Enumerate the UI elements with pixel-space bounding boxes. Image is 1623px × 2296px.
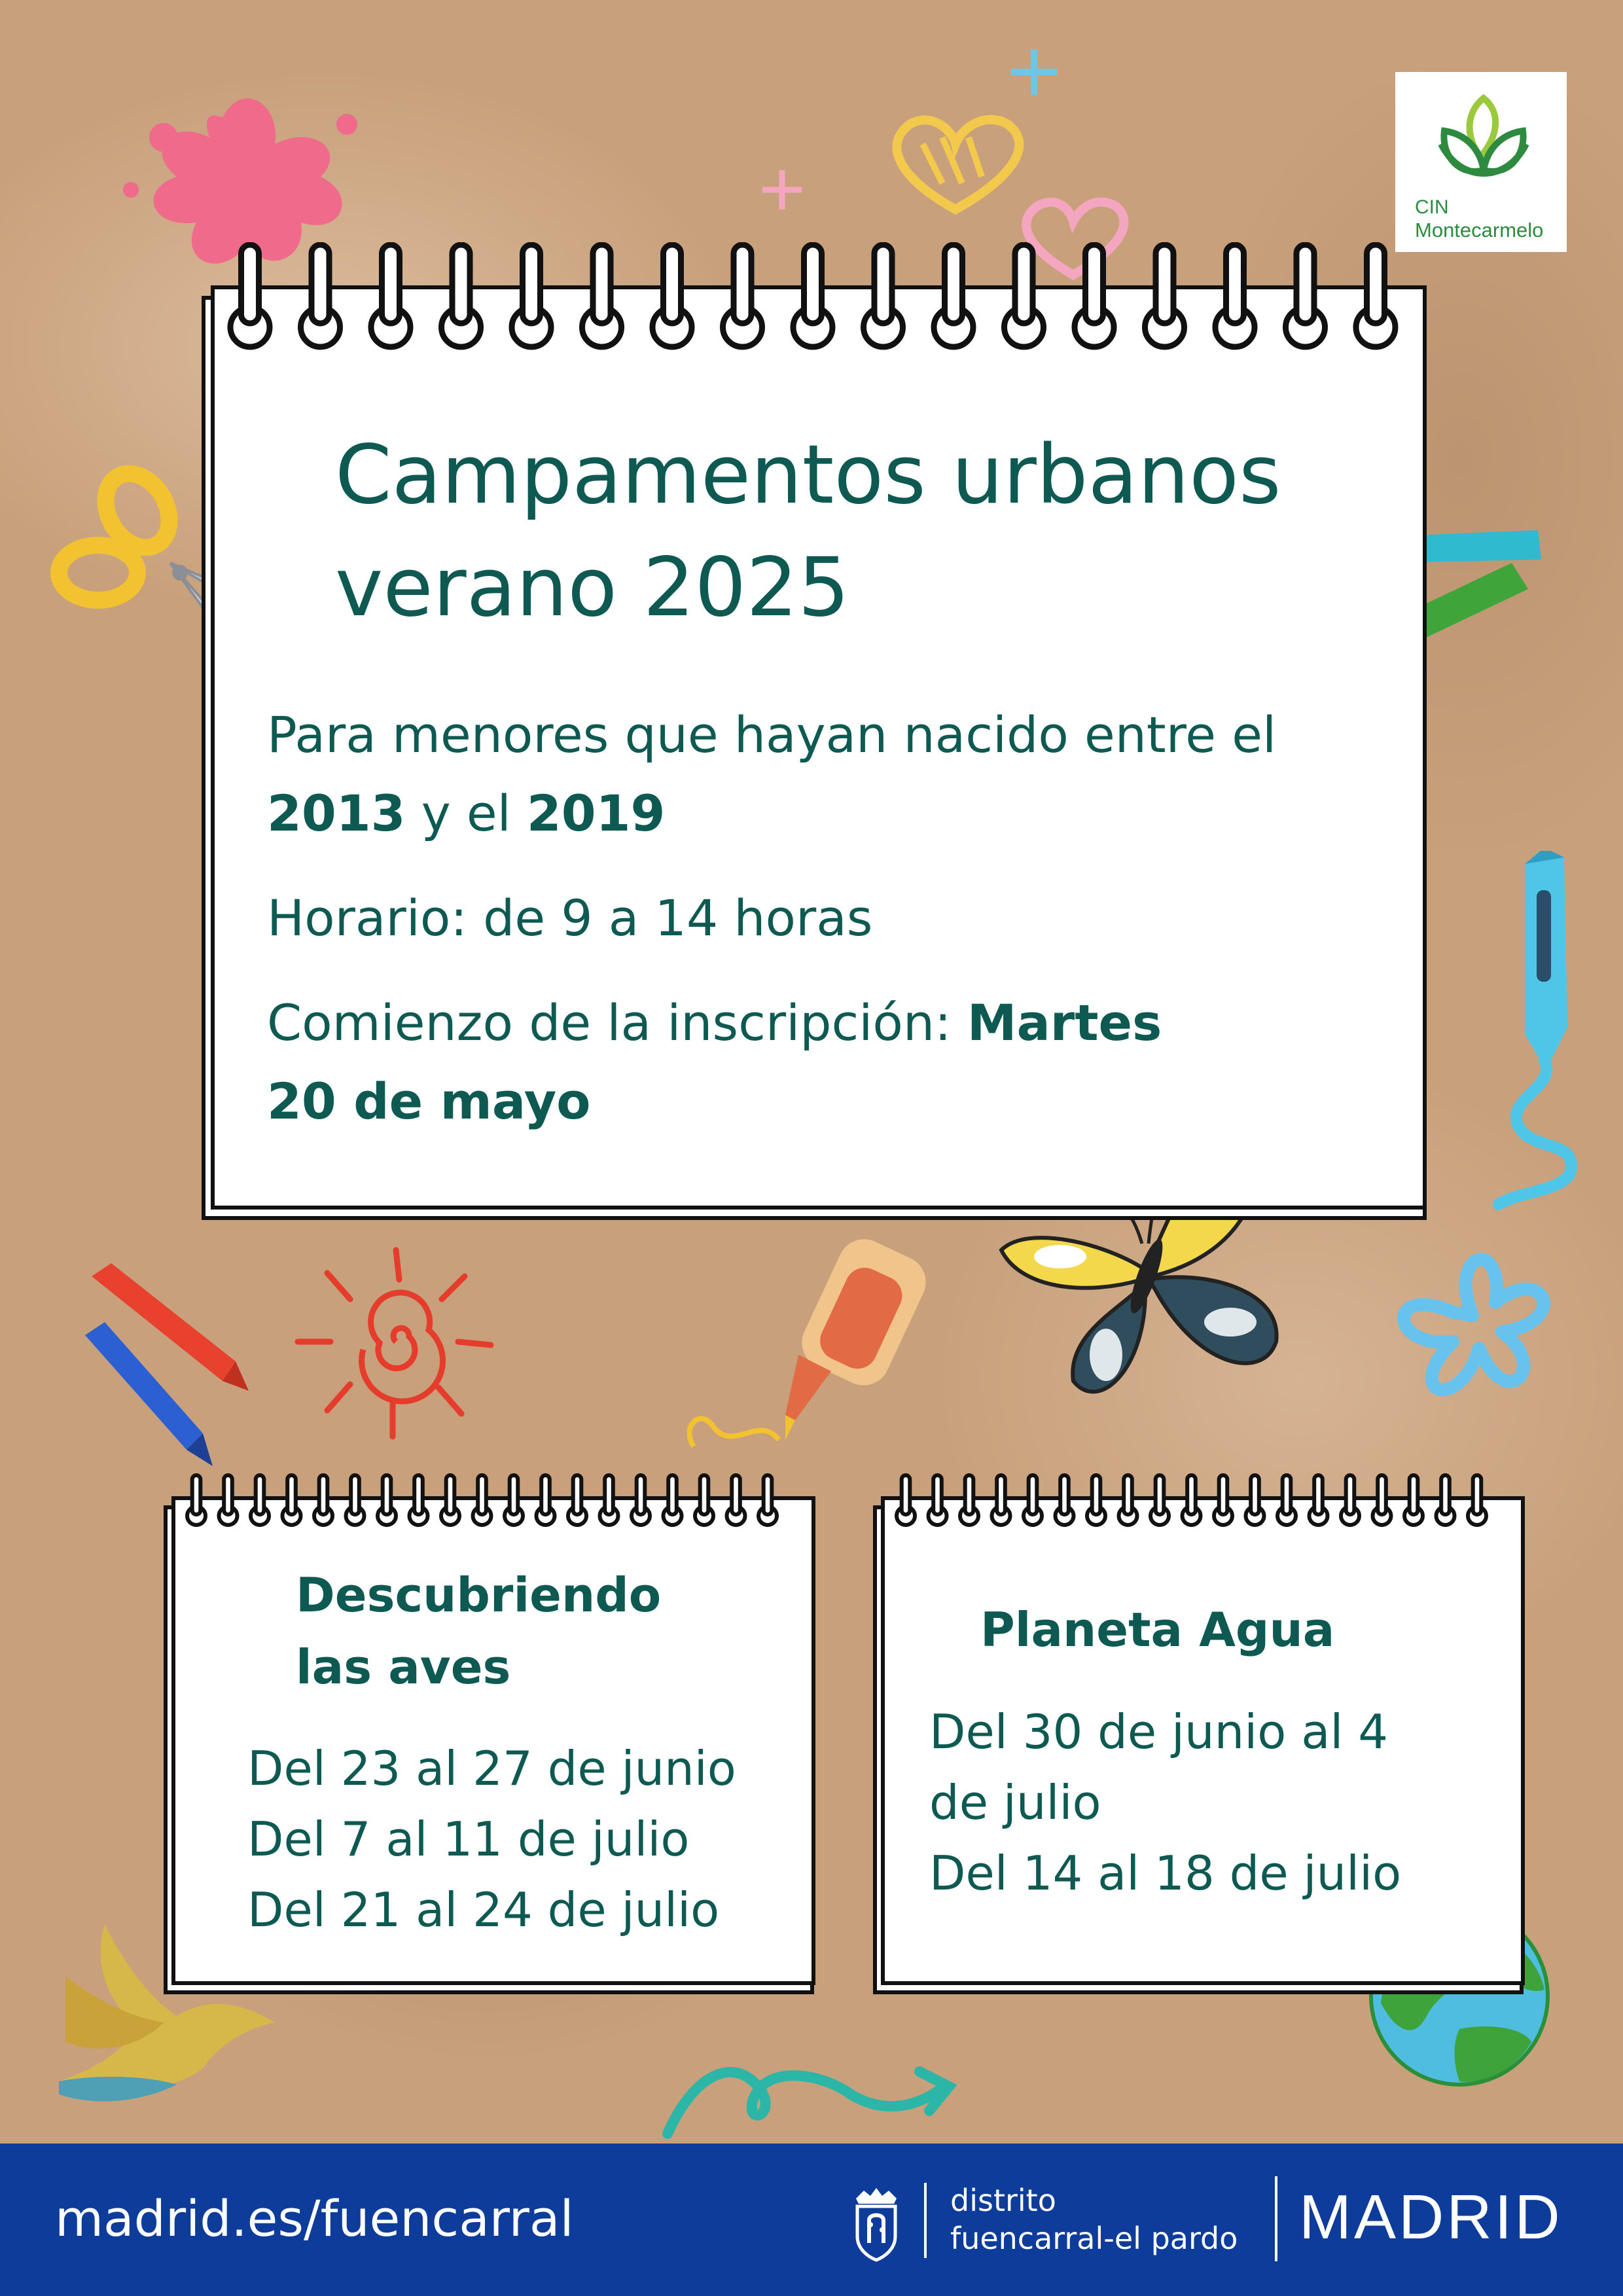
main-notebook-rings — [216, 242, 1420, 360]
notebook-ring — [793, 245, 832, 347]
camp-1-date-1: Del 23 al 27 de junio — [247, 1741, 736, 1796]
notebook-ring — [960, 1475, 978, 1525]
leaf-logo-icon — [1428, 85, 1539, 193]
notebook-ring — [864, 245, 903, 347]
and-text: y el — [421, 784, 511, 842]
notebook-ring — [1404, 1475, 1423, 1525]
title-line-2: verano 2025 — [335, 541, 850, 635]
camp-2-title: Planeta Agua — [980, 1602, 1335, 1657]
notebook-ring — [897, 1475, 915, 1525]
footer-divider-1 — [924, 2183, 927, 2258]
notebook-ring — [505, 1475, 523, 1525]
notebook-ring — [1145, 245, 1185, 347]
camp-1-date-2: Del 7 al 11 de julio — [247, 1812, 690, 1867]
notebook-ring — [652, 245, 692, 347]
sparkle-icon — [1008, 46, 1060, 98]
notebook-ring — [219, 1475, 238, 1525]
year-from: 2013 — [267, 784, 406, 842]
notebook-ring — [1214, 1475, 1232, 1525]
notebook-ring — [1310, 1475, 1328, 1525]
notebook-ring — [992, 1475, 1010, 1525]
notebook-ring — [473, 1475, 491, 1525]
sun-icon — [294, 1244, 497, 1440]
registration-date: 20 de mayo — [267, 1072, 591, 1130]
footer-district-line-1: distrito — [950, 2183, 1056, 2218]
notebook-ring — [1246, 1475, 1264, 1525]
notebook-ring — [1150, 1475, 1169, 1525]
footer-url-link[interactable]: madrid.es/fuencarral — [55, 2189, 574, 2248]
flower-icon — [1374, 1224, 1571, 1420]
notebook-ring — [1075, 245, 1114, 347]
notebook-ring — [929, 1475, 947, 1525]
crayon-icon — [1479, 851, 1610, 1217]
schedule-text: Horario: de 9 a 14 horas — [267, 889, 873, 947]
notebook-ring — [1277, 1475, 1296, 1525]
logo-prefix: CIN — [1415, 196, 1449, 218]
notebook-ring — [442, 245, 481, 347]
notebook-ring — [378, 1475, 396, 1525]
crayon-icon — [79, 1257, 249, 1466]
camp-2-date-3: Del 14 al 18 de julio — [929, 1846, 1402, 1901]
notebook-ring — [1286, 245, 1325, 347]
notebook-ring — [283, 1475, 301, 1525]
notebook-ring — [251, 1475, 269, 1525]
camp-1-date-3: Del 21 al 24 de julio — [247, 1882, 720, 1937]
age-text: Para menores que hayan nacido entre el — [267, 706, 1277, 764]
notebook-ring — [441, 1475, 459, 1525]
logo-montecarmelo — [1395, 72, 1567, 252]
camp-1-title — [296, 1559, 661, 1703]
notebook-ring — [1436, 1475, 1455, 1525]
camp-1-title-line-1: Descubriendo — [296, 1568, 662, 1623]
notebook-ring — [1056, 1475, 1074, 1525]
camp-2-date-1: Del 30 de junio al 4 — [929, 1704, 1389, 1759]
notebook-ring — [410, 1475, 428, 1525]
notebook-ring — [664, 1475, 682, 1525]
notebook-ring — [934, 245, 973, 347]
notebook-ring — [723, 245, 762, 347]
notebook-ring — [301, 245, 340, 347]
age-paragraph — [267, 696, 1412, 853]
notebook-ring — [568, 1475, 586, 1525]
madrid-crest-icon — [851, 2184, 902, 2263]
notebook-ring — [582, 245, 622, 347]
notebook-ring — [346, 1475, 365, 1525]
notebook-ring — [695, 1475, 713, 1525]
sparkle-icon — [759, 167, 805, 213]
notebook-ring — [1183, 1475, 1201, 1525]
notebook-ring — [1373, 1475, 1391, 1525]
registration-day: Martes — [967, 994, 1162, 1052]
notebook-ring — [1005, 245, 1044, 347]
camp-1-title-line-2: las aves — [296, 1640, 511, 1695]
notebook-ring — [187, 1475, 205, 1525]
registration-paragraph — [267, 984, 1412, 1141]
footer-madrid-wordmark: MADRID — [1299, 2182, 1563, 2252]
notebook-ring — [632, 1475, 650, 1525]
notebook-ring — [1341, 1475, 1359, 1525]
footer-divider-2 — [1275, 2176, 1277, 2261]
registration-label: Comienzo de la inscripción: — [267, 994, 952, 1052]
glue-icon — [687, 1230, 936, 1453]
notebook-ring — [371, 245, 410, 347]
arrow-scribble-icon — [654, 2036, 969, 2153]
camp-2-date-2: de julio — [929, 1775, 1101, 1830]
notebook-ring — [512, 245, 551, 347]
notebook-ring — [314, 1475, 332, 1525]
notebook-ring — [600, 1475, 618, 1525]
notebook-ring — [1087, 1475, 1105, 1525]
logo-name: Montecarmelo — [1415, 219, 1544, 242]
notebook-ring — [758, 1475, 777, 1525]
camp-1-rings — [171, 1473, 813, 1532]
notebook-ring — [1356, 245, 1395, 347]
notebook-ring — [230, 245, 270, 347]
notebook-ring — [1119, 1475, 1137, 1525]
year-to: 2019 — [526, 784, 666, 842]
notebook-ring — [727, 1475, 745, 1525]
notebook-ring — [1024, 1475, 1042, 1525]
notebook-ring — [1468, 1475, 1486, 1525]
notebook-ring — [1215, 245, 1255, 347]
camp-2-rings — [881, 1473, 1522, 1532]
title-line-1: Campamentos urbanos — [335, 428, 1281, 522]
footer-district — [950, 2181, 1238, 2257]
page-title — [335, 419, 1395, 644]
footer-bar — [0, 2144, 1623, 2296]
footer-district-line-2: fuencarral-el pardo — [950, 2221, 1238, 2256]
notebook-ring — [537, 1475, 555, 1525]
